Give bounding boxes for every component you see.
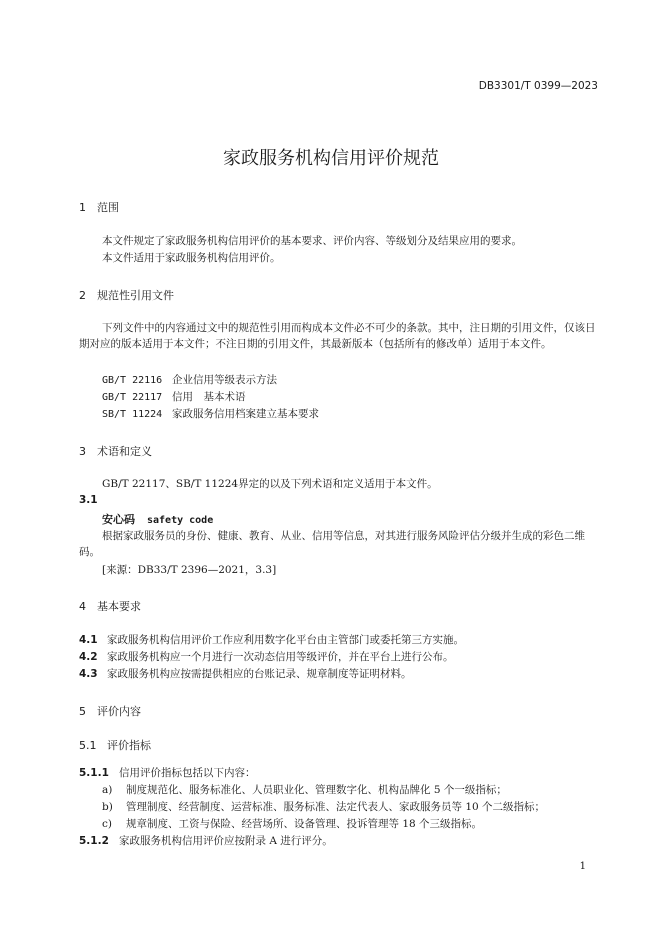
reference-code: SB/T 11224 bbox=[102, 409, 163, 420]
clause-5-1-1 bbox=[79, 765, 256, 782]
section-number: 5 bbox=[79, 705, 86, 718]
section-5-heading bbox=[79, 703, 141, 719]
section-number: 4 bbox=[79, 600, 86, 613]
section-number: 1 bbox=[79, 201, 86, 214]
reference-title: 企业信用等级表示方法 bbox=[172, 374, 277, 386]
page-number: 1 bbox=[579, 861, 586, 872]
reference-item bbox=[102, 372, 277, 389]
reference-title: 家政服务信用档案建立基本要求 bbox=[172, 408, 319, 420]
list-marker: c) bbox=[102, 818, 112, 830]
term-english: safety code bbox=[147, 515, 214, 526]
section-title: 范围 bbox=[97, 201, 119, 214]
subsection-number: 5.1 bbox=[79, 739, 97, 752]
reference-code: GB/T 22116 bbox=[102, 375, 163, 386]
section-4-heading bbox=[79, 598, 141, 614]
list-text: 管理制度、经营制度、运营标准、服务标准、法定代表人、家政服务员等 10 个二级指标； bbox=[126, 801, 546, 813]
section-title: 基本要求 bbox=[97, 600, 141, 613]
item-text: 家政服务机构信用评价工作应利用数字化平台由主管部门或委托第三方实施。 bbox=[107, 634, 464, 646]
term-name bbox=[102, 511, 213, 527]
list-text: 制度规范化、服务标准化、人员职业化、管理数字化、机构品牌化 5 个一级指标； bbox=[126, 784, 507, 796]
reference-title: 信用 基本术语 bbox=[172, 391, 246, 403]
scope-paragraph-2: 本文件适用于家政服务机构信用评价。 bbox=[102, 252, 281, 264]
clause-number: 5.1.2 bbox=[79, 835, 109, 847]
section-2-heading bbox=[79, 287, 174, 303]
clause-text: 信用评价指标包括以下内容： bbox=[119, 767, 256, 779]
list-marker: a) bbox=[102, 784, 113, 796]
item-number: 4.2 bbox=[79, 651, 98, 663]
subsection-title: 评价指标 bbox=[107, 739, 151, 752]
clause-5-1-2 bbox=[79, 833, 333, 850]
item-text: 家政服务机构应按需提供相应的台账记录、规章制度等证明材料。 bbox=[107, 668, 412, 680]
document-title: 家政服务机构信用评价规范 bbox=[223, 148, 439, 169]
list-item bbox=[102, 782, 507, 799]
list-item bbox=[102, 799, 545, 816]
term-chinese: 安心码 bbox=[102, 513, 135, 526]
list-item bbox=[102, 816, 482, 833]
list-text: 规章制度、工资与保险、经营场所、设备管理、投诉管理等 18 个三级指标。 bbox=[126, 818, 483, 830]
document-code: DB3301/T 0399—2023 bbox=[478, 80, 598, 92]
section-number: 2 bbox=[79, 289, 86, 302]
reference-code: GB/T 22117 bbox=[102, 392, 163, 403]
section-1-heading bbox=[79, 199, 119, 215]
list-marker: b) bbox=[102, 801, 113, 813]
reference-item bbox=[102, 406, 319, 423]
section-3-heading bbox=[79, 443, 152, 459]
scope-paragraph-1: 本文件规定了家政服务机构信用评价的基本要求、评价内容、等级划分及结果应用的要求。 bbox=[102, 235, 522, 247]
section-number: 3 bbox=[79, 445, 86, 458]
requirement-item bbox=[79, 649, 454, 666]
term-number: 3.1 bbox=[79, 494, 98, 506]
normative-references-paragraph: 下列文件中的内容通过文中的规范性引用而构成本文件必不可少的条款。其中，注日期的引用文件，仅该日期对应的版本适用于本文件；不注日期的引用文件，其最新版本（包括所有的修改单）适用于本文件。 bbox=[79, 322, 596, 350]
clause-number: 5.1.1 bbox=[79, 767, 109, 779]
reference-item bbox=[102, 389, 246, 406]
clause-text: 家政服务机构信用评价应按附录 A 进行评分。 bbox=[119, 835, 333, 847]
requirement-item bbox=[79, 632, 464, 649]
section-title: 术语和定义 bbox=[97, 445, 152, 458]
term-source: [来源：DB33/T 2396—2021，3.3] bbox=[102, 564, 277, 576]
item-number: 4.3 bbox=[79, 668, 98, 680]
terms-paragraph: GB/T 22117、SB/T 11224界定的以及下列术语和定义适用于本文件。 bbox=[102, 478, 438, 490]
requirement-item bbox=[79, 666, 412, 683]
item-number: 4.1 bbox=[79, 634, 98, 646]
item-text: 家政服务机构应一个月进行一次动态信用等级评价，并在平台上进行公布。 bbox=[107, 651, 454, 663]
section-title: 评价内容 bbox=[97, 705, 141, 718]
term-definition: 根据家政服务员的身份、健康、教育、从业、信用等信息，对其进行服务风险评估分级并生成的彩色二维码。 bbox=[79, 530, 585, 558]
section-title: 规范性引用文件 bbox=[97, 289, 174, 302]
subsection-5-1-heading bbox=[79, 737, 151, 753]
